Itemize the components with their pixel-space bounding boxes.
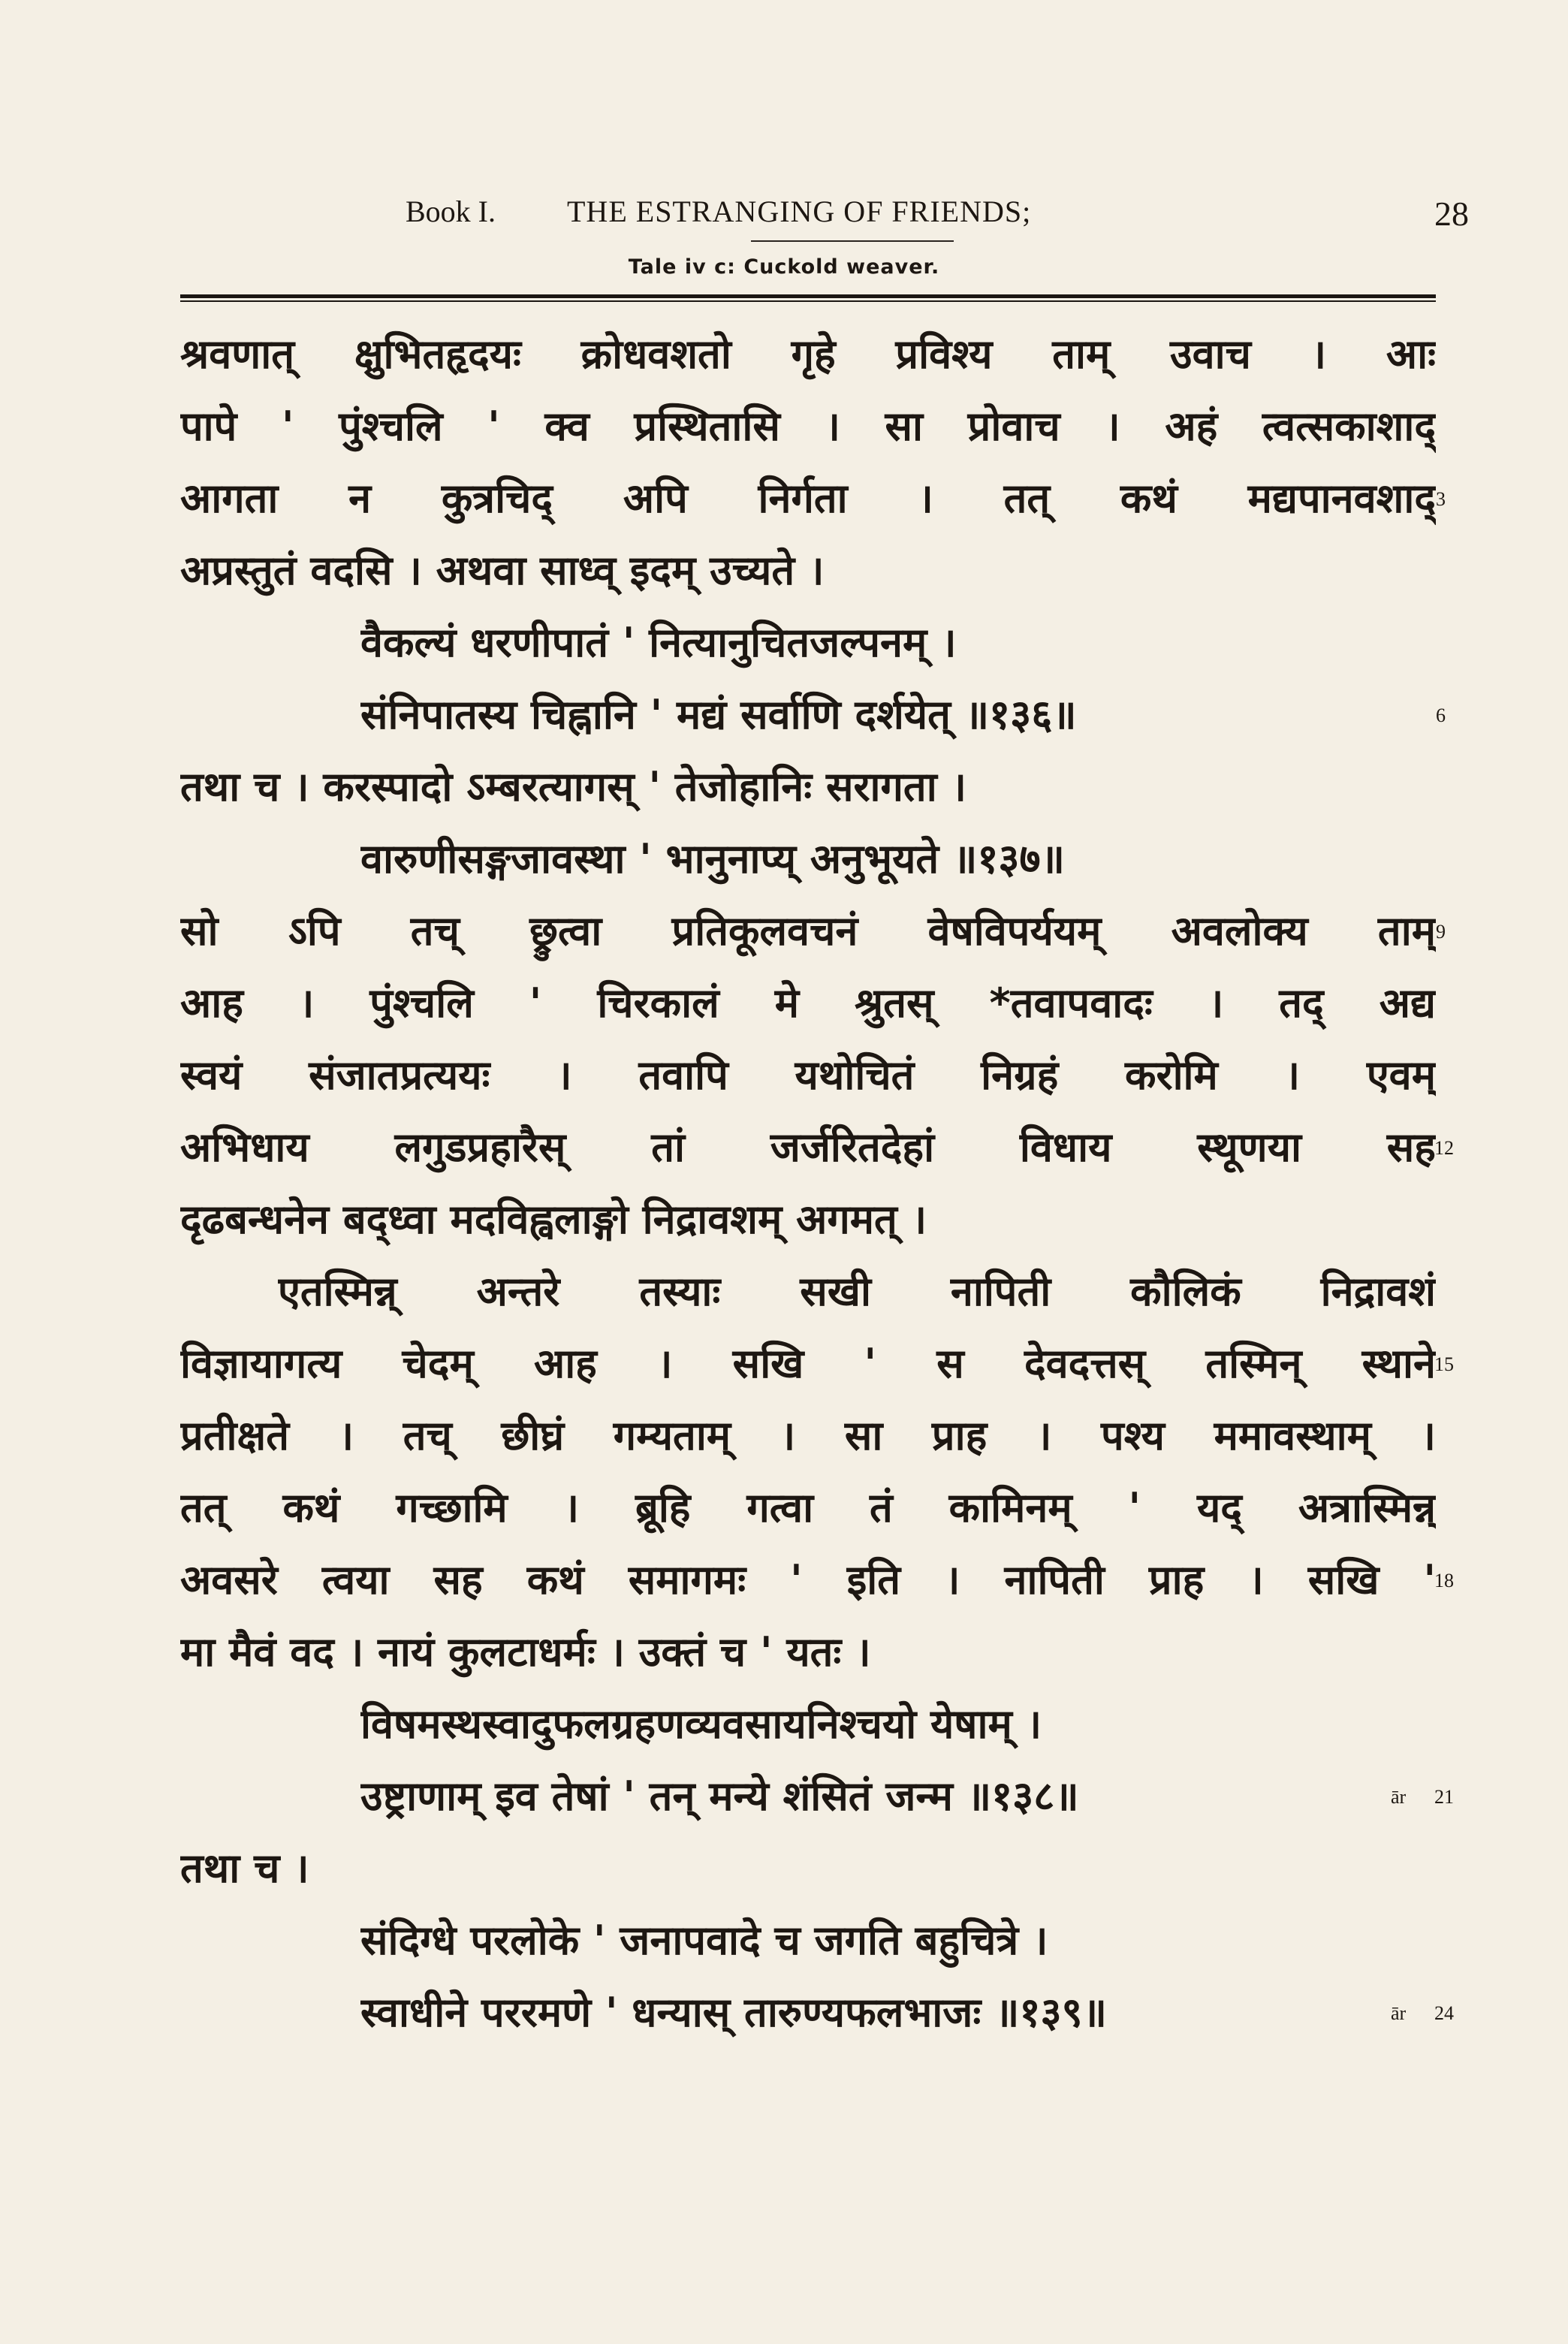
header-rule-thin <box>180 300 1436 302</box>
line-number: 21 <box>1434 1786 1454 1808</box>
text-line: स्वयं संजातप्रत्ययः । तवापि यथोचितं निग्रहं करोमि । एवम् <box>180 1051 1436 1099</box>
meter-tag: ār <box>1391 2002 1407 2024</box>
text-line: अप्रस्तुतं वदसि । अथवा साध्व् इदम् उच्यते । <box>180 547 825 594</box>
text-line: मा मैवं वद । नायं कुलटाधर्मः । उक्तं च ' यतः । <box>180 1628 871 1676</box>
line-number: 6 <box>1436 704 1446 726</box>
meter-tag: ār <box>1391 1786 1407 1808</box>
text-line: तत् कथं गच्छामि । ब्रूहि गत्वा तं कामिनम् ' यद् अत्रास्मिन्न् <box>180 1484 1436 1531</box>
text-line: उष्ट्राणाम् इव तेषां ' तन् मन्ये शंसितं जन्म ॥१३८॥ <box>360 1772 1079 1820</box>
text-line: अभिधाय लगुडप्रहारैस् तां जर्जरितदेहां विधाय स्थूणया सह <box>180 1124 1436 1171</box>
line-number: 15 <box>1434 1353 1454 1375</box>
line-number: 12 <box>1434 1137 1454 1159</box>
text-line: तथा च । करस्पादो ऽम्बरत्यागस् ' तेजोहानिः सरागता । <box>180 763 966 810</box>
text-line: पापे ' पुंश्चलि ' क्व प्रस्थितासि । सा प्रोवाच । अहं त्वत्सकाशाद् <box>180 403 1436 450</box>
text-line: विज्ञायागत्य चेदम् आह । सखि ' स देवदत्तस् तस्मिन् स्थाने <box>180 1340 1436 1387</box>
header-rule-thick <box>180 294 1436 298</box>
book-label: Book I. <box>406 195 496 228</box>
line-number: 3 <box>1436 488 1446 510</box>
text-line: दृढबन्धनेन बद्ध्वा मदविह्वलाङ्गो निद्रावशम् अगमत् । <box>180 1196 927 1243</box>
text-line: एतस्मिन्न् अन्तरे तस्याः सखी नापिती कौलिकं निद्रावशं <box>278 1268 1436 1315</box>
text-line: तथा च । <box>180 1845 309 1892</box>
text-line: सो ऽपि तच् छ्रुत्वा प्रतिकूलवचनं वेषविपर्ययम् अवलोक्य ताम् <box>180 907 1436 955</box>
line-number: 9 <box>1436 921 1446 943</box>
line-number: 18 <box>1434 1570 1454 1591</box>
text-line: अवसरे त्वया सह कथं समागमः ' इति । नापिती प्राह । सखि ' <box>180 1556 1436 1603</box>
title-underline <box>751 240 954 242</box>
text-line: श्रवणात् क्षुभितहृदयः क्रोधवशतो गृहे प्रविश्य ताम् उवाच । आः <box>180 330 1436 378</box>
text-line: प्रतीक्षते । तच् छीघ्रं गम्यताम् । सा प्राह । पश्य ममावस्थाम् । <box>180 1412 1436 1459</box>
tale-subtitle: Tale iv c: Cuckold weaver. <box>628 255 940 279</box>
text-line: वारुणीसङ्गजावस्था ' भानुनाप्य् अनुभूयते ॥१३७॥ <box>360 835 1065 882</box>
running-title: THE ESTRANGING OF FRIENDS; <box>567 195 1032 228</box>
text-line: वैकल्यं धरणीपातं ' नित्यानुचितजल्पनम् । <box>360 619 957 666</box>
text-line: आगता न कुत्रचिद् अपि निर्गता । तत् कथं मद्यपानवशाद् <box>180 475 1436 522</box>
running-header <box>0 194 1568 246</box>
text-line: स्वाधीने पररमणे ' धन्यास् तारुण्यफलभाजः ॥१३९॥ <box>360 1989 1107 2036</box>
text-line: संदिग्धे परलोके ' जनापवादे च जगति बहुचित्रे । <box>360 1917 1048 1964</box>
text-line: आह । पुंश्चलि ' चिरकालं मे श्रुतस् *तवापवादः । तद् अद्य <box>180 979 1436 1027</box>
text-line: संनिपातस्य चिह्नानि ' मद्यं सर्वाणि दर्शयेत् ॥१३६॥ <box>360 691 1077 738</box>
text-line: विषमस्थस्वादुफलग्रहणव्यवसायनिश्चयो येषाम् । <box>360 1700 1042 1748</box>
page-number: 28 <box>1434 195 1469 233</box>
line-number: 24 <box>1434 2002 1454 2024</box>
